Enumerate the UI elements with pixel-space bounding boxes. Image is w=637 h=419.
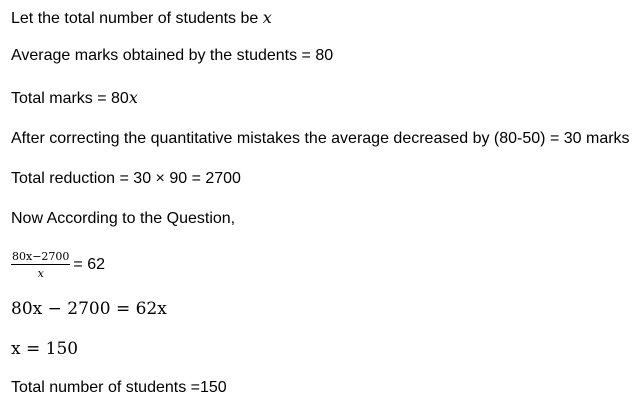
statement-average-marks: Average marks obtained by the students = 80 [11,47,334,64]
statement-total-students [11,8,272,29]
statement-according-to-question: Now According to the Question, [11,210,236,227]
fraction-denominator: x [37,267,44,280]
equation-linear: 80x − 2700 = 62x [11,299,167,319]
statement-correction: After correcting the quantitative mistakes the average decreased by (80-50) = 30 marks [11,130,630,147]
statement-text: Total marks = 80 [11,90,129,107]
equation-solution: x = 150 [11,339,79,359]
statement-total-marks [11,88,138,109]
variable-x: x [128,88,138,107]
fraction-numerator: 80x−2700 [12,250,70,263]
fraction [11,250,70,280]
statement-text: Let the total number of students be [11,10,263,27]
statement-total-reduction: Total reduction = 30 × 90 = 2700 [11,170,241,187]
fraction-equation [11,247,105,283]
statement-final-answer: Total number of students =150 [11,379,227,396]
fraction-rhs: = 62 [73,256,106,273]
variable-x: x [262,8,272,27]
